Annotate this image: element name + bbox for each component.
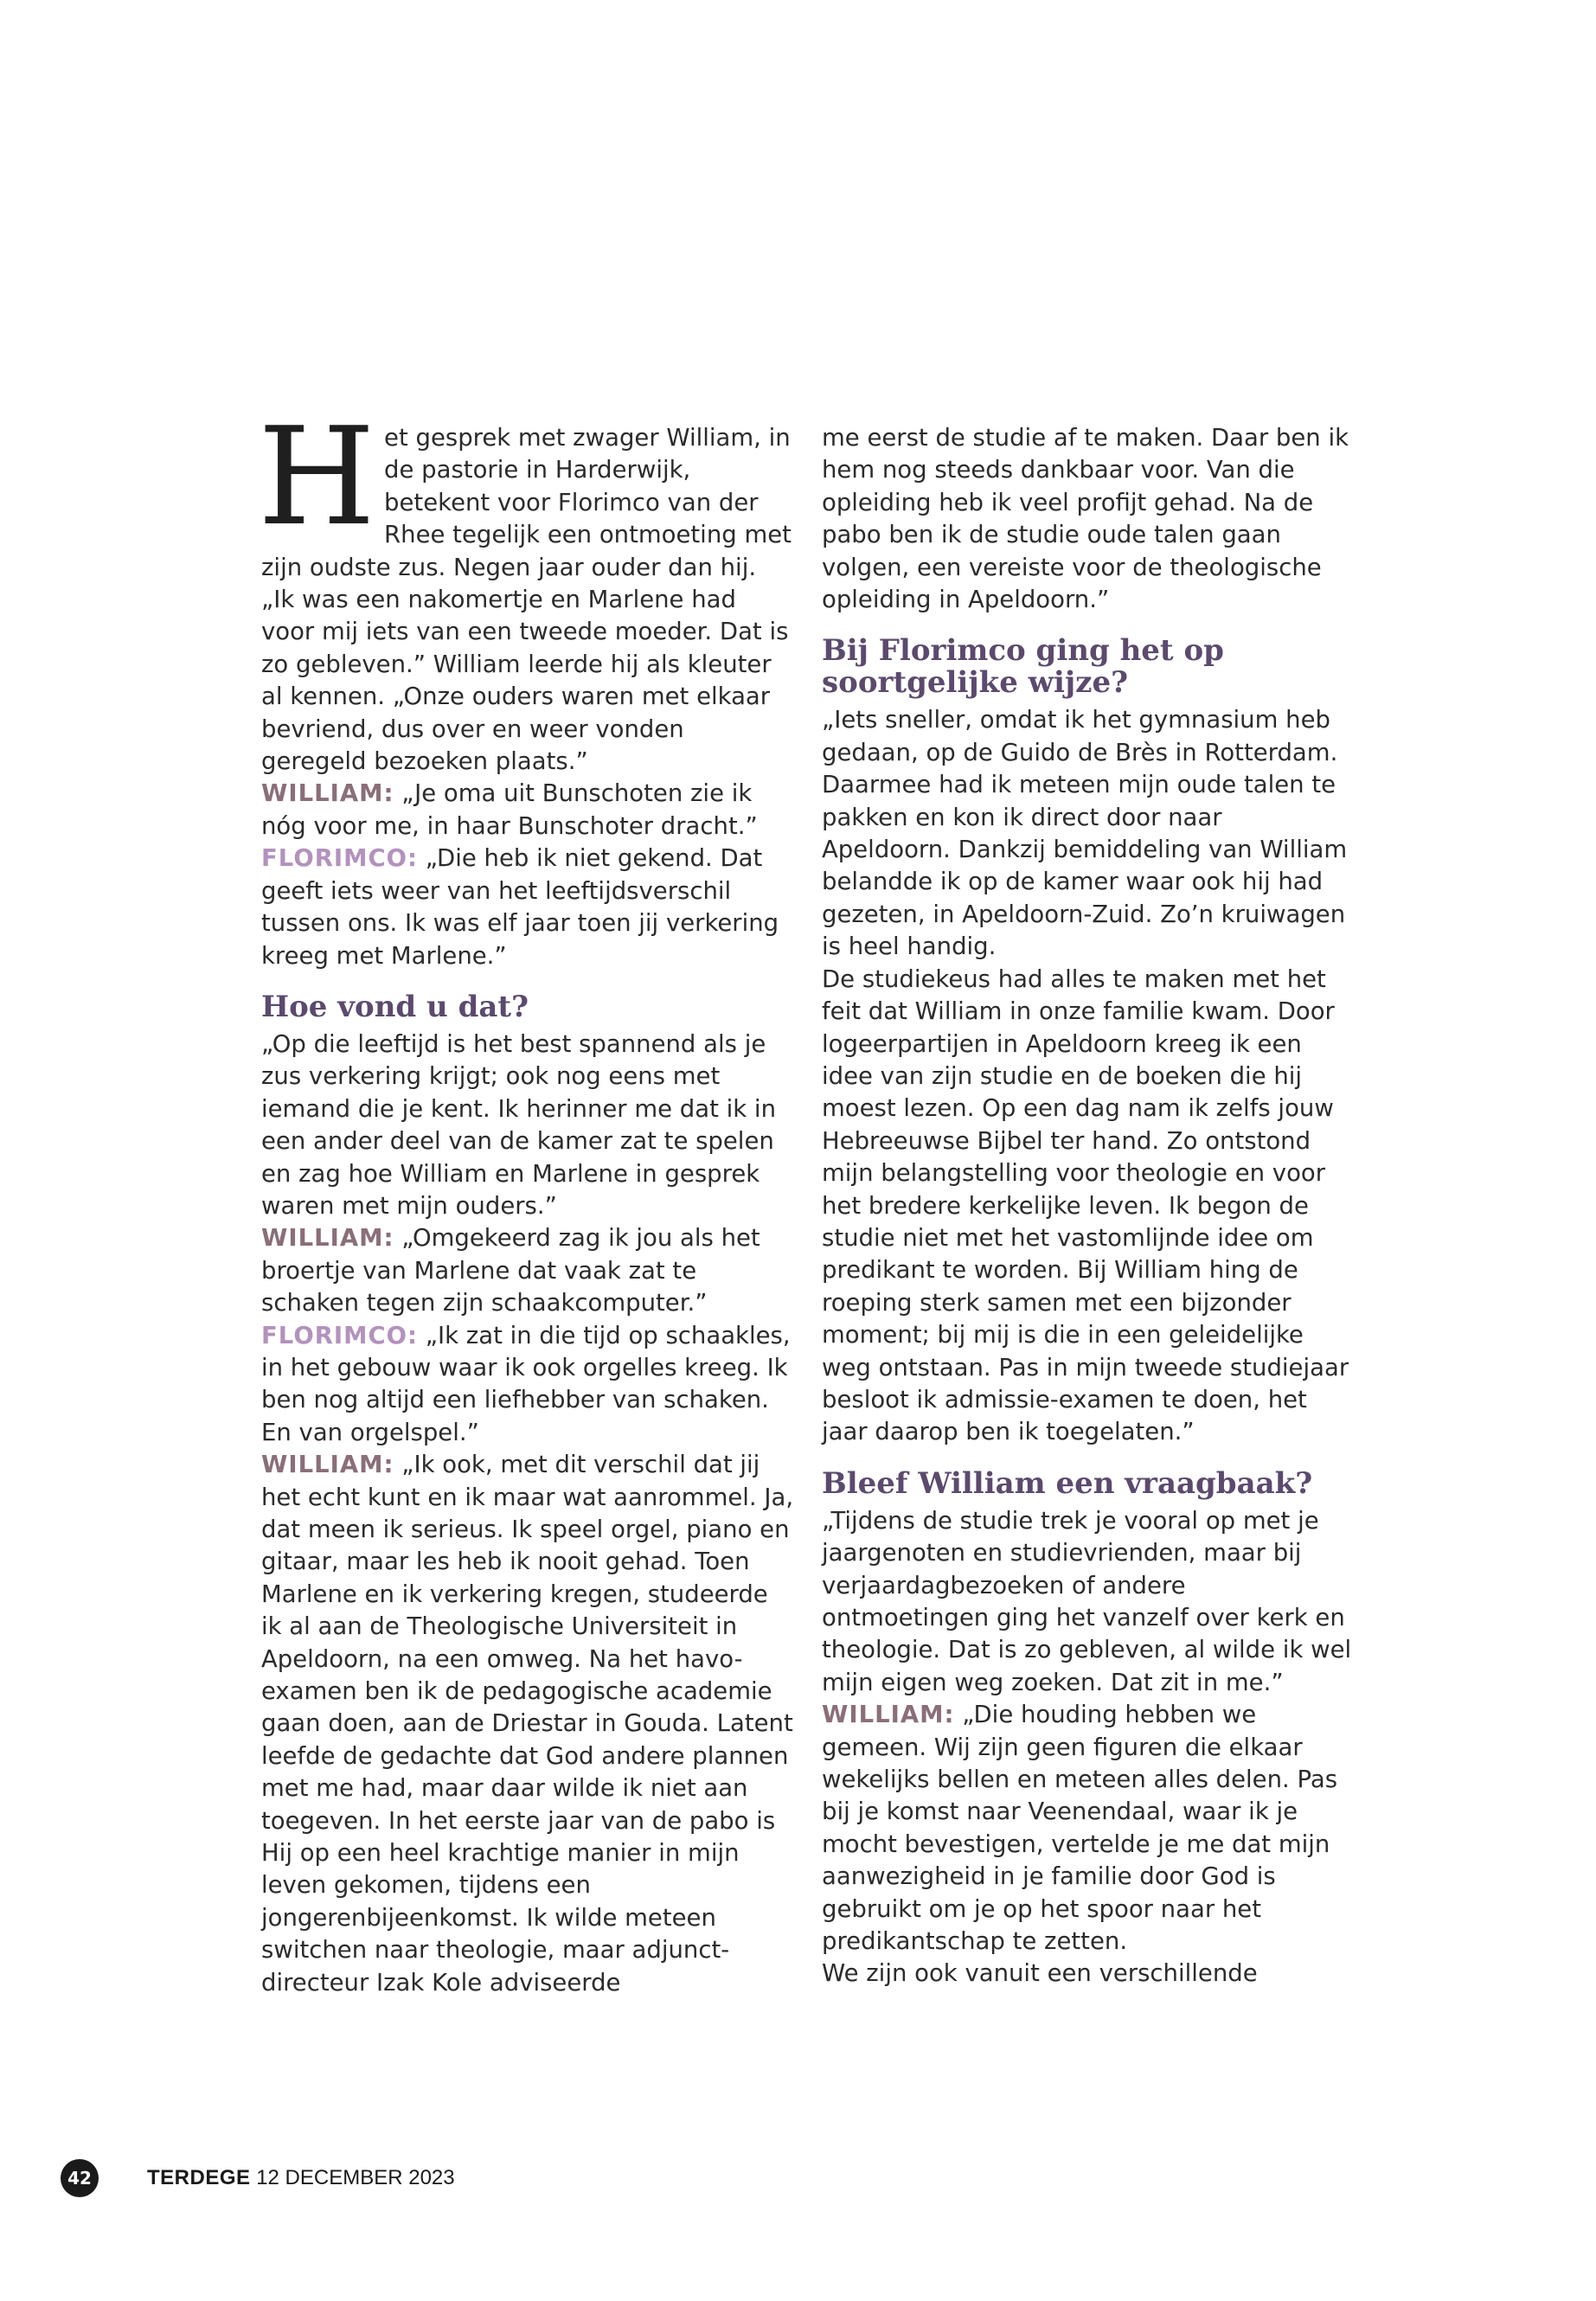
quote-william-1 — [261, 778, 794, 843]
page-number: 42 — [61, 2159, 99, 2197]
subheading-hoe-vond-u-dat: Hoe vond u dat? — [261, 989, 529, 1024]
answer-paragraph: De studiekeus had alles te maken met het feit dat William in onze familie kwam. Door logeerpartijen in Apeldoorn kreeg ik een idee van zijn studie en de boeken die hij moest lezen. Op een dag nam ik zelfs jouw Hebreeuwse Bijbel ter hand. Zo ontstond mijn belangstelling voor theologie en voor het bredere kerkelijke leven. Ik begon de studie niet met het vastomlijnde idee om predikant te worden. Bij William hing de roeping sterk samen met een bijzonder moment; bij mij is die in een geleidelijke weg ontstaan. Pas in mijn tweede studiejaar besloot ik admissie-examen te doen, het jaar daarop ben ik toegelaten.” — [822, 965, 1349, 1446]
quote-florimco-2 — [261, 1320, 794, 1450]
left-column — [258, 398, 794, 1999]
speaker-label: WILLIAM: — [822, 1701, 955, 1729]
quote-text: „Omgekeerd zag ik jou als het broertje van Marlene dat vaak zat te schaken tegen zijn schaakcomputer.” — [261, 1224, 760, 1317]
speaker-label: WILLIAM: — [261, 1451, 394, 1479]
quote-text: „Die houding hebben we gemeen. Wij zijn geen figuren die elkaar wekelijks bellen en meteen alles delen. Pas bij je komst naar Veenendaal, waar ik je mocht bevestigen, vertelde je me dat mijn aanwezigheid in je familie door God is gebruikt om je op het spoor naar het predikantschap te zetten. — [822, 1701, 1338, 1956]
quote-william-4 — [822, 1699, 1355, 1958]
magazine-info — [147, 2166, 455, 2190]
intro-paragraph — [258, 398, 794, 778]
quote-william-2 — [261, 1222, 794, 1319]
quote-william-3 — [261, 1449, 794, 1999]
magazine-name: TERDEGE — [147, 2166, 251, 2189]
speaker-label: WILLIAM: — [261, 779, 394, 808]
quote-text: „Die heb ik niet gekend. Dat geeft iets weer van het leeftijdsverschil tussen ons. Ik was elf jaar toen jij verkering kreeg met Marlene.” — [261, 844, 779, 970]
last-paragraph: We zijn ook vanuit een verschillende — [822, 1959, 1258, 1988]
speaker-label: FLORIMCO: — [261, 1321, 419, 1349]
answer-paragraph: „Tijdens de studie trek je vooral op met je jaargenoten en studievrienden, maar bij verjaardagbezoeken of andere ontmoetingen ging het vanzelf over kerk en theologie. Dat is zo gebleven, al wilde ik wel mijn eigen weg zoeken. Dat zit in me.” — [822, 1506, 1352, 1696]
speaker-label: WILLIAM: — [261, 1224, 394, 1253]
subheading-soortgelijke-wijze: Bij Florimco ging het op soortgelijke wijze? — [822, 633, 1224, 701]
answer-paragraph: „Iets sneller, omdat ik het gymnasium heb gedaan, op de Guido de Brès in Rotterdam. Daarmee had ik meteen mijn oude talen te pakken en kon ik direct door naar Apeldoorn. Dankzij bemiddeling van William belandde ik op de kamer waar ook hij had gezeten, in Apeldoorn-Zuid. Zo’n kruiwagen is heel handig. — [822, 706, 1348, 961]
subheading-vraagbaak: Bleef William een vraagbaak? — [822, 1465, 1313, 1501]
drop-cap: H — [258, 398, 376, 555]
quote-florimco-1 — [261, 843, 794, 972]
intro-text: et gesprek met zwager William, in de pastorie in Harderwijk, betekent voor Florimco van der Rhee tegelijk een ontmoeting met zijn oudste zus. Negen jaar ouder dan hij. „Ik was een nakomertje en Marlene had voor mij iets van een tweede moeder. Dat is zo gebleven.” William leerde hij als kleuter al kennen. „Onze ouders waren met elkaar bevriend, dus over en weer vonden geregeld bezoeken plaats.” — [261, 424, 792, 776]
speaker-label: FLORIMCO: — [261, 844, 419, 873]
issue-date: 12 DECEMBER 2023 — [256, 2166, 455, 2189]
page-footer — [61, 2159, 455, 2197]
answer-paragraph: „Op die leeftijd is het best spannend als je zus verkering krijgt; ook nog eens met iemand die je kent. Ik herinner me dat ik in een ander deel van de kamer zat te spelen en zag hoe William en Marlene in gesprek waren met mijn ouders.” — [261, 1029, 776, 1220]
quote-text: „Ik zat in die tijd op schaakles, in het gebouw waar ik ook orgelles kreeg. Ik ben nog altijd een liefhebber van schaken. En van orgelspel.” — [261, 1321, 791, 1446]
quote-text: „Ik ook, met dit verschil dat jij het echt kunt en ik maar wat aanrommel. Ja, dat meen ik serieus. Ik speel orgel, piano en gitaar, maar les heb ik nooit gehad. Toen Marlene en ik verkering kregen, studeerde ik al aan de Theologische Universiteit in Apeldoorn, na een omweg. Na het havo-examen ben ik de pedagogische academie gaan doen, aan de Driestar in Gouda. Latent leefde de gedachte dat God andere plannen met me had, maar daar wilde ik niet aan toegeven. In het eerste jaar van de pabo is Hij op een heel krachtige manier in mijn leven gekomen, tijdens een jongerenbijeenkomst. Ik wilde meteen switchen naar theologie, maar adjunct-directeur Izak Kole adviseerde — [261, 1451, 794, 1997]
quote-text: „Je oma uit Bunschoten zie ik nóg voor me, in haar Bunschoter dracht.” — [261, 779, 758, 840]
right-column — [822, 422, 1355, 1990]
continued-paragraph: me eerst de studie af te maken. Daar ben ik hem nog steeds dankbaar voor. Van die opleiding heb ik veel profijt gehad. Na de pabo ben ik de studie oude talen gaan volgen, een vereiste voor de theologische opleiding in Apeldoorn.” — [822, 424, 1349, 614]
